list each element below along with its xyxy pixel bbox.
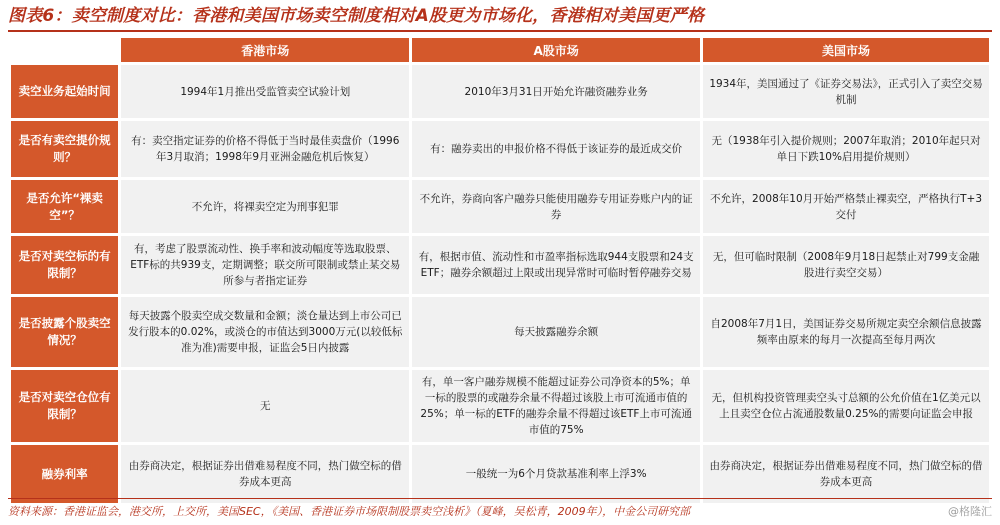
cell-hk: 由券商决定，根据证券出借难易程度不同，热门做空标的借券成本更高 [121,445,409,503]
column-header-a-share: A股市场 [412,38,700,62]
table-row [11,121,989,177]
cell-us: 无，但机构投资管理卖空头寸总额的公允价值在1亿美元以上且卖空仓位占流通股数量0.25%的需要向证监会申报 [703,370,989,442]
header-corner [11,38,118,62]
cell-hk: 每天披露个股卖空成交数量和金额；淡仓量达到上市公司已发行股本的0.02%，或淡仓的市值达到3000万元(以较低标准为准)需要申报，证监会5日内披露 [121,297,409,367]
column-header-hk: 香港市场 [121,38,409,62]
table-row [11,65,989,118]
cell-hk: 不允许，将裸卖空定为刑事犯罪 [121,180,409,233]
cell-hk: 无 [121,370,409,442]
cell-us: 无（1938年引入提价规则；2007年取消；2010年起只对单日下跌10%启用提价规则） [703,121,989,177]
cell-hk: 有：卖空指定证券的价格不得低于当时最佳卖盘价（1996年3月取消；1998年9月亚洲金融危机后恢复） [121,121,409,177]
table-row [11,236,989,294]
source-note: 资料来源：香港证监会，港交所，上交所，美国SEC，《美国、香港证券市场限制股票卖空浅析》（夏峰，吴松青，2009年），中金公司研究部 [8,505,691,518]
row-label: 是否对卖空标的有限制？ [11,236,118,294]
table-row [11,445,989,503]
header-row [11,38,989,62]
cell-a-share: 2010年3月31日开始允许融资融券业务 [412,65,700,118]
row-label: 是否有卖空提价规则？ [11,121,118,177]
cell-us: 1934年，美国通过了《证券交易法》，正式引入了卖空交易机制 [703,65,989,118]
cell-a-share: 有，根据市值、流动性和市盈率指标选取944支股票和24支ETF；融券余额超过上限或出现异常时可临时暂停融券交易 [412,236,700,294]
table-row [11,370,989,442]
watermark: @格隆汇 [948,505,992,518]
watermark-text: 格隆汇 [959,505,992,518]
cell-us: 不允许，2008年10月开始严格禁止裸卖空，严格执行T+3交付 [703,180,989,233]
footer [8,498,992,523]
cell-a-share: 有：融券卖出的申报价格不得低于该证券的最近成交价 [412,121,700,177]
row-label: 卖空业务起始时间 [11,65,118,118]
row-label: 融券利率 [11,445,118,503]
page-title: 图表6：卖空制度对比：香港和美国市场卖空制度相对A股更为市场化，香港相对美国更严格 [8,6,705,26]
table-row [11,297,989,367]
comparison-table-container [8,35,992,506]
comparison-table [8,35,992,506]
cell-hk: 1994年1月推出受监管卖空试验计划 [121,65,409,118]
cell-hk: 有，考虑了股票流动性、换手率和波动幅度等选取股票、ETF标的共939支，定期调整；联交所可限制或禁止某交易所参与者指定证券 [121,236,409,294]
row-label: 是否披露个股卖空情况？ [11,297,118,367]
title-divider [8,30,992,32]
cell-a-share: 每天披露融券余额 [412,297,700,367]
cell-a-share: 一般统一为6个月贷款基准利率上浮3% [412,445,700,503]
column-header-us: 美国市场 [703,38,989,62]
cell-a-share: 有，单一客户融券规模不能超过证券公司净资本的5%；单一标的股票的或融券余量不得超过该股上市可流通市值的25%；单一标的ETF的融券余量不得超过该ETF上市可流通市值的75% [412,370,700,442]
table-row [11,180,989,233]
cell-us: 自2008年7月1日，美国证券交易所规定卖空余额信息披露频率由原来的每月一次提高至每月两次 [703,297,989,367]
cell-us: 无，但可临时限制（2008年9月18日起禁止对799支金融股进行卖空交易） [703,236,989,294]
cell-us: 由券商决定，根据证券出借难易程度不同，热门做空标的借券成本更高 [703,445,989,503]
row-label: 是否对卖空仓位有限制？ [11,370,118,442]
row-label: 是否允许“裸卖空”？ [11,180,118,233]
cell-a-share: 不允许，券商向客户融券只能使用融券专用证券账户内的证券 [412,180,700,233]
